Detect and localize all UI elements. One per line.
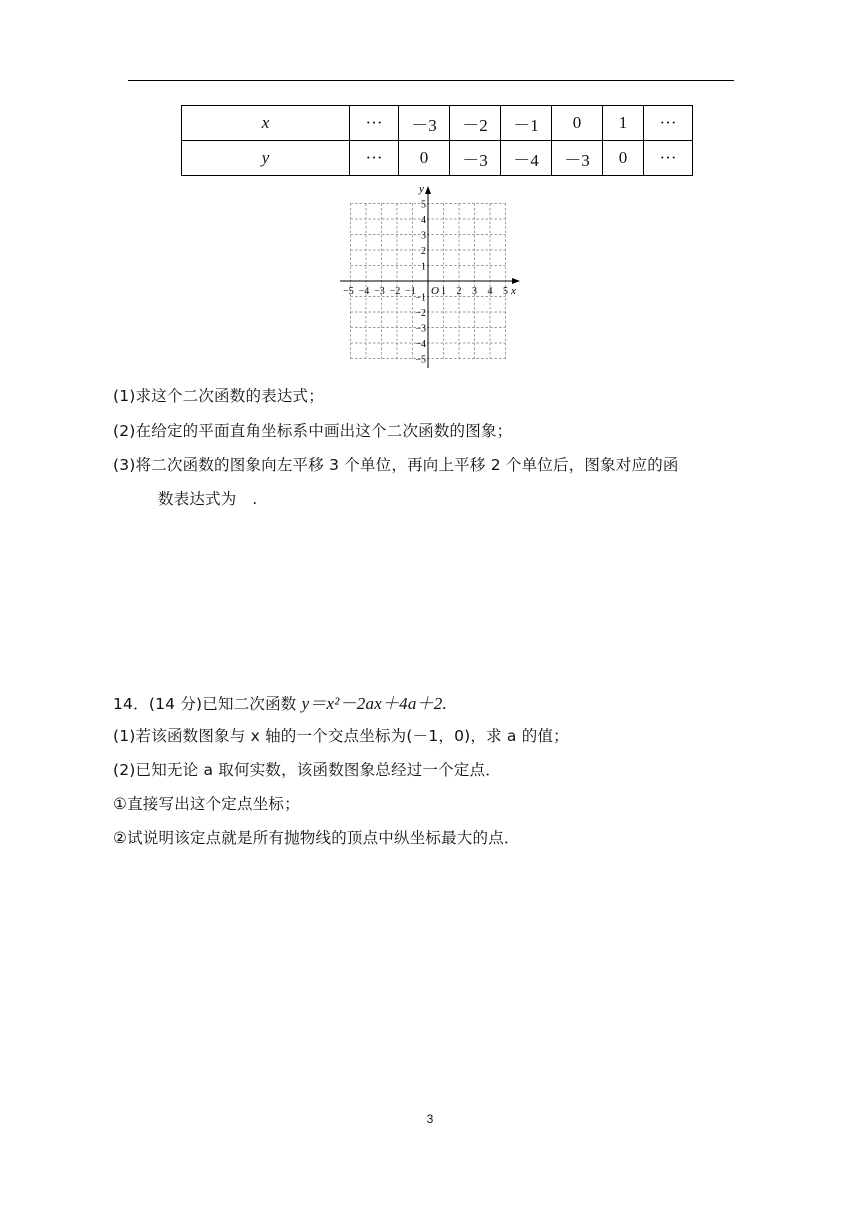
q14-stem bbox=[113, 689, 447, 714]
y-tick-label: 5 bbox=[421, 199, 426, 211]
q14-part2a: ①直接写出这个定点坐标； bbox=[113, 795, 300, 813]
table-header-y: y bbox=[182, 141, 350, 176]
x-axis-arrow-icon bbox=[512, 278, 520, 284]
origin-label: O bbox=[431, 285, 439, 297]
y-axis-arrow-icon bbox=[425, 186, 431, 194]
y-tick-label: 1 bbox=[421, 261, 426, 273]
table-cell: ··· bbox=[644, 106, 693, 141]
value-table bbox=[181, 105, 693, 176]
table-row-y bbox=[182, 141, 693, 176]
table-cell: －4 bbox=[501, 141, 552, 176]
q13-part3-line1: (3)将二次函数的图象向左平移 3 个单位，再向上平移 2 个单位后，图象对应的函 bbox=[113, 456, 679, 474]
q14-stem-prefix: 14．(14 分)已知二次函数 bbox=[113, 695, 302, 713]
header-rule bbox=[128, 80, 734, 81]
x-tick-label: 1 bbox=[441, 286, 446, 297]
x-tick-label: −4 bbox=[358, 286, 370, 297]
x-tick-label: 5 bbox=[503, 286, 508, 297]
table-cell: 0 bbox=[399, 141, 450, 176]
y-tick-label: 2 bbox=[421, 246, 426, 257]
table-cell: 0 bbox=[552, 106, 603, 141]
q13-part1: (1)求这个二次函数的表达式； bbox=[113, 387, 324, 405]
q13-part2: (2)在给定的平面直角坐标系中画出这个二次函数的图象； bbox=[113, 422, 513, 440]
y-tick-label: 3 bbox=[421, 230, 426, 242]
coordinate-grid bbox=[330, 180, 530, 372]
table-cell: ··· bbox=[350, 141, 399, 176]
y-tick-label: −3 bbox=[415, 323, 426, 335]
table-cell: －3 bbox=[552, 141, 603, 176]
x-tick-label: 3 bbox=[472, 286, 477, 297]
x-axis-label: x bbox=[511, 285, 516, 297]
table-row-x bbox=[182, 106, 693, 141]
q14-part1: (1)若该函数图象与 x 轴的一个交点坐标为(－1，0)，求 a 的值； bbox=[113, 727, 569, 745]
table-cell: －3 bbox=[450, 141, 501, 176]
y-axis-label: y bbox=[419, 183, 424, 195]
table-cell: －2 bbox=[450, 106, 501, 141]
table-cell: 0 bbox=[603, 141, 644, 176]
table-cell: －3 bbox=[399, 106, 450, 141]
x-tick-label: 4 bbox=[487, 286, 493, 297]
y-tick-label: −2 bbox=[415, 308, 426, 319]
q14-formula: y＝x²－2ax＋4a＋2. bbox=[301, 694, 447, 713]
y-tick-label: −4 bbox=[415, 339, 426, 350]
table-cell: ··· bbox=[644, 141, 693, 176]
x-tick-label: 2 bbox=[456, 286, 462, 297]
table-cell: －1 bbox=[501, 106, 552, 141]
x-tick-label: −2 bbox=[389, 286, 401, 297]
x-tick-label: −1 bbox=[405, 286, 416, 297]
y-tick-label: 4 bbox=[421, 215, 426, 226]
y-tick-label: −1 bbox=[415, 292, 426, 304]
y-tick-label: −5 bbox=[415, 354, 426, 366]
x-tick-label: −3 bbox=[374, 286, 385, 297]
page-number: 3 bbox=[426, 1112, 434, 1126]
table-header-x: x bbox=[182, 106, 350, 141]
table-cell: ··· bbox=[350, 106, 399, 141]
q13-part3-line2: 数表达式为 . bbox=[158, 490, 258, 508]
q14-part2b: ②试说明该定点就是所有抛物线的顶点中纵坐标最大的点． bbox=[113, 829, 520, 847]
x-tick-label: −5 bbox=[343, 286, 354, 297]
q14-part2: (2)已知无论 a 取何实数，该函数图象总经过一个定点． bbox=[113, 761, 501, 779]
table-cell: 1 bbox=[603, 106, 644, 141]
